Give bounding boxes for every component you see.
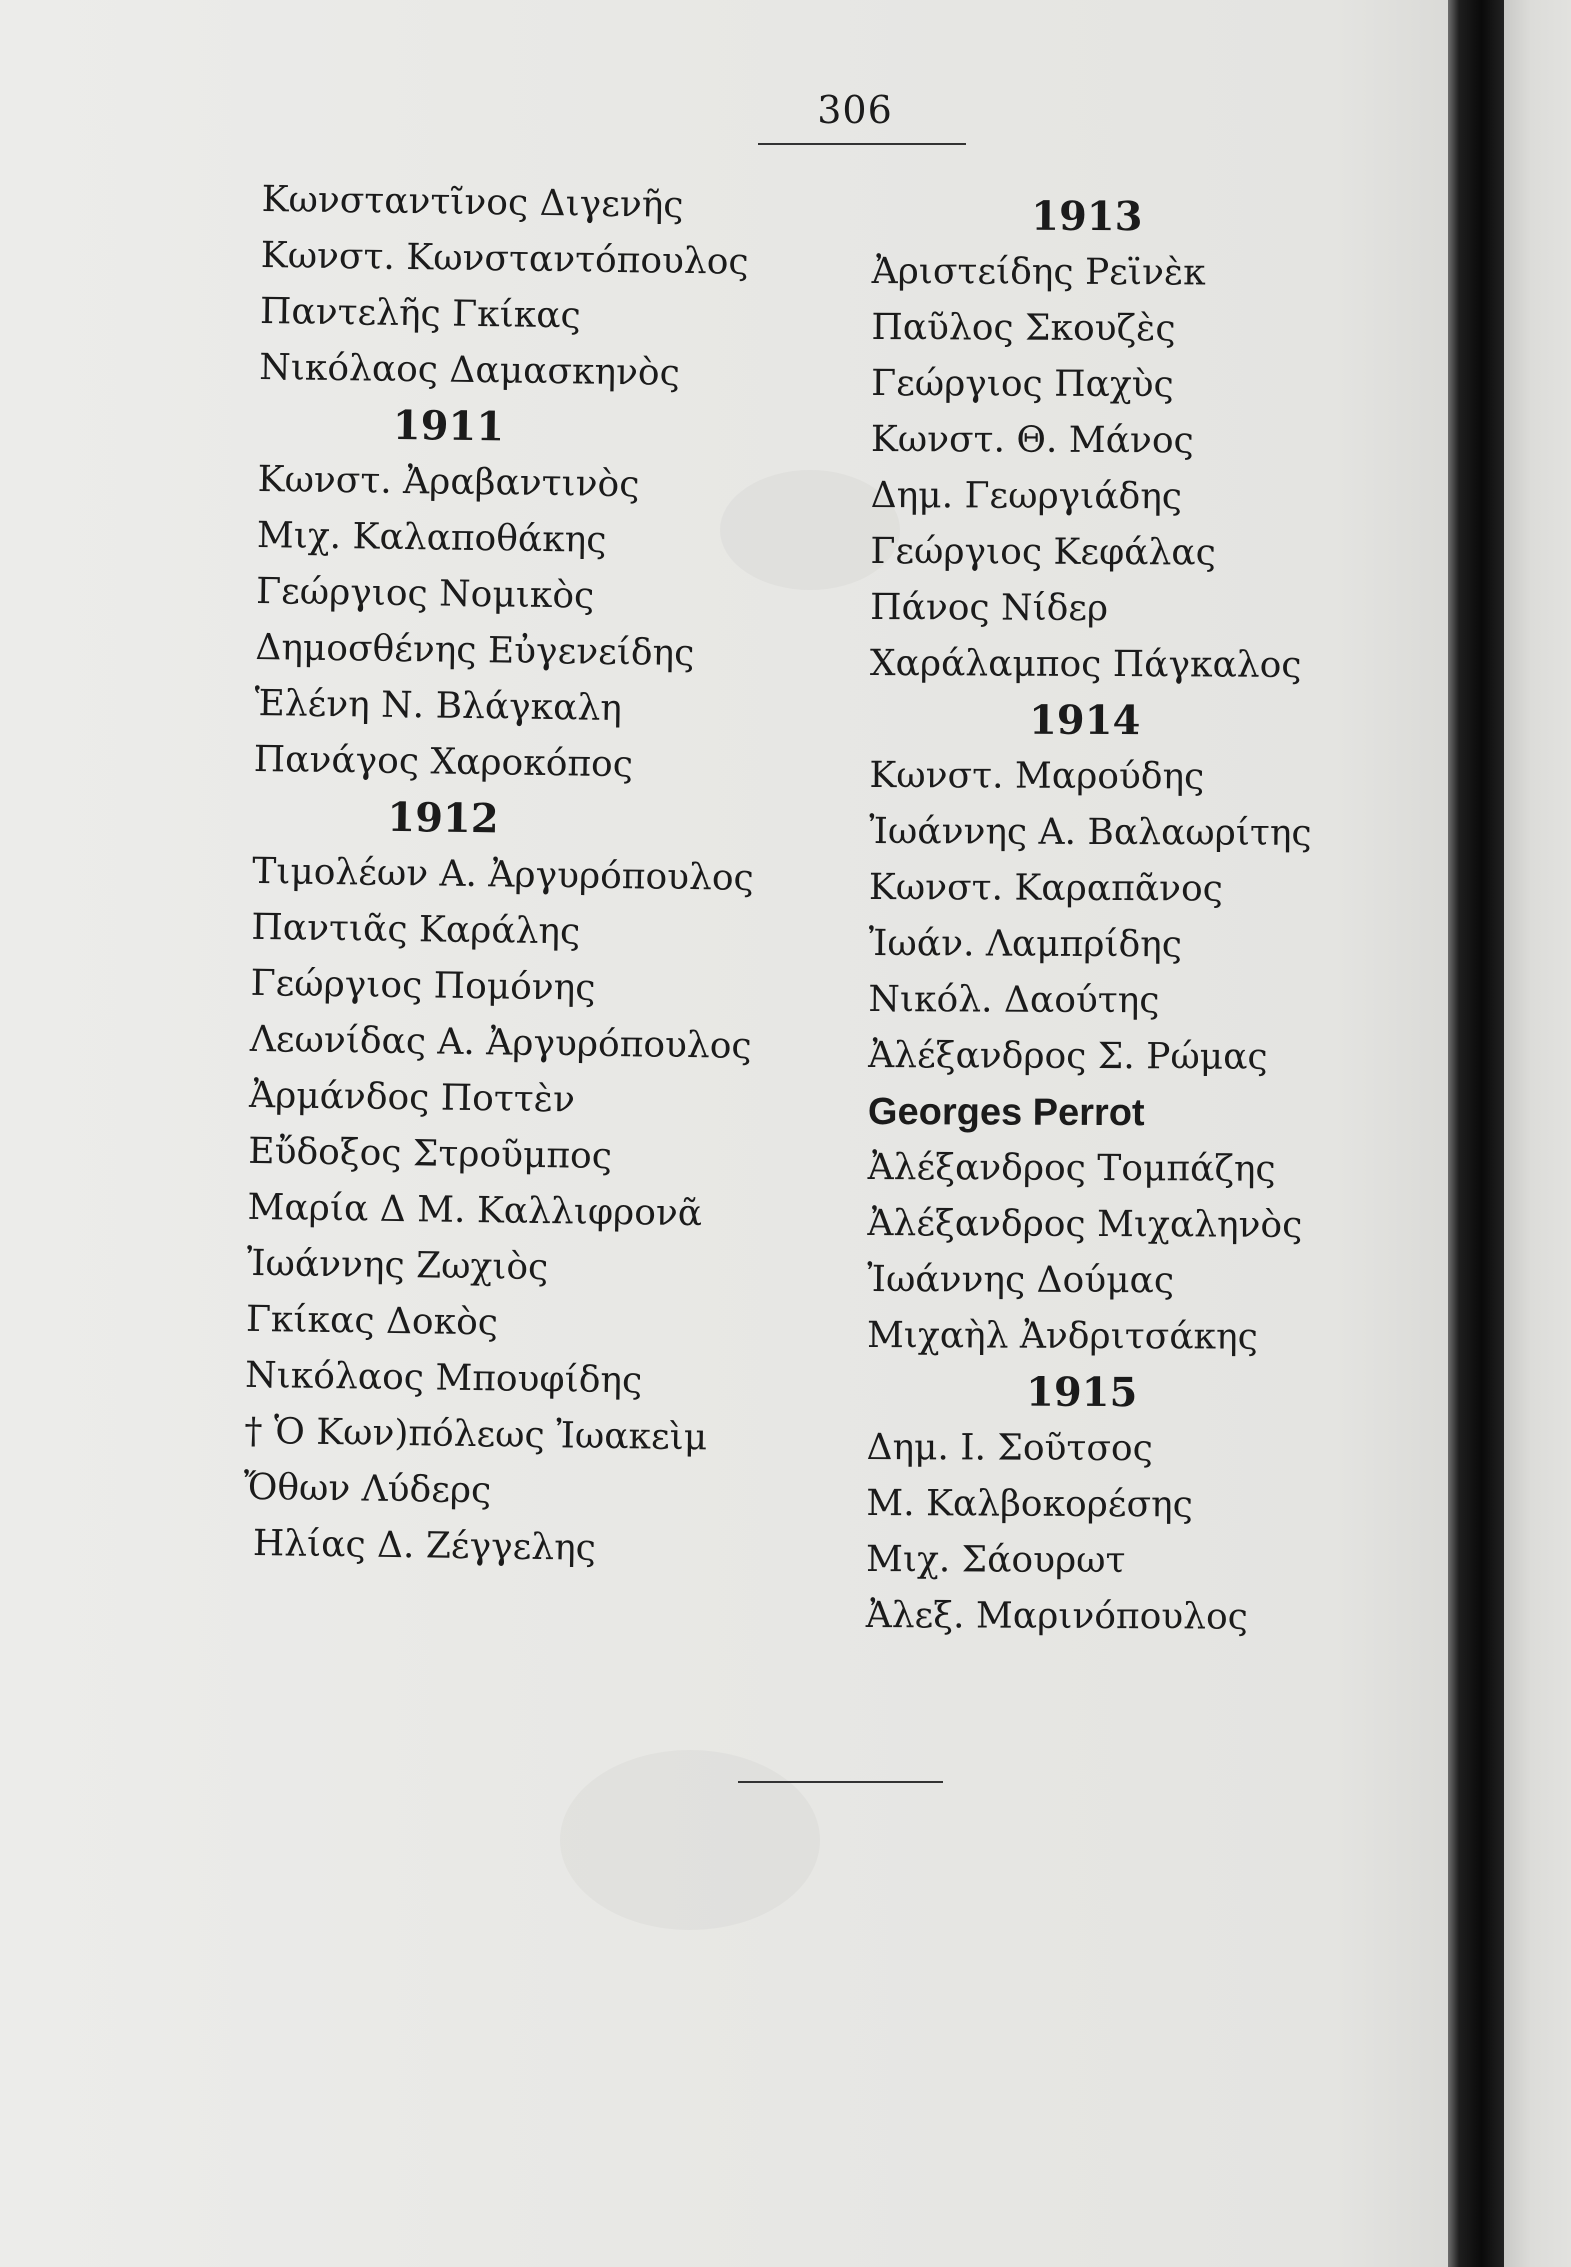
name-entry: Ἀλέξανδρος Μιχαληνὸς (867, 1202, 1303, 1246)
header-rule (758, 143, 966, 145)
name-entry: Μιχ. Καλαποθάκης (256, 514, 607, 561)
year-heading: 1914 (1028, 696, 1141, 745)
name-entry: Κωνστ. Θ. Μάνος (870, 418, 1194, 462)
name-entry: Δημοσθένης Εὐγενείδης (255, 626, 695, 675)
name-entry: Νικόλ. Δαούτης (868, 978, 1160, 1022)
name-entry: Κωνστ. Μαρούδης (869, 754, 1205, 798)
left-column-list (242, 172, 761, 1579)
name-entry: Κωνστ. Κωνσταντόπουλος (260, 234, 749, 283)
year-heading: 1915 (1025, 1368, 1138, 1417)
name-entry: Ἰωάννης Α. Βαλαωρίτης (869, 810, 1312, 854)
year-heading: 1911 (392, 401, 505, 451)
name-entry: Ἰωάννης Ζωχιὸς (246, 1242, 549, 1289)
name-entry: † Ὁ Κων)πόλεως Ἰωακεὶμ (244, 1410, 708, 1459)
name-entry: Μιχ. Σάουρωτ (865, 1538, 1126, 1582)
name-entry: Ἀλεξ. Μαρινόπουλος (865, 1594, 1248, 1638)
paper-stain (560, 1750, 820, 1930)
name-entry: Παντιᾶς Καράλης (251, 906, 581, 953)
name-entry: Δημ. Ι. Σοῦτσος (866, 1426, 1153, 1470)
name-entry: Χαράλαμπος Πάγκαλος (869, 642, 1302, 686)
name-entry: Κωνστ. Καραπᾶνος (868, 866, 1223, 910)
name-entry: Τιμολέων Α. Ἀργυρόπουλος (251, 850, 754, 899)
name-entry: Γεώργιος Κεφάλας (870, 530, 1216, 574)
name-entry: Παῦλος Σκουζὲς (871, 306, 1176, 350)
name-entry: Ἰωάν. Λαμπρίδης (868, 922, 1183, 966)
right-column-list (866, 188, 1392, 1646)
name-entry: Γεώργιος Πομόνης (250, 962, 596, 1009)
end-rule (738, 1781, 943, 1783)
name-entry: Κωνσταντῖνος Διγενῆς (261, 178, 684, 226)
name-entry: Γεώργιος Παχὺς (871, 362, 1174, 406)
name-entry: Μαρία Δ Μ. Καλλιφρονᾶ (247, 1186, 703, 1235)
page-number: 306 (817, 88, 893, 132)
name-entry: Georges Perrot (867, 1090, 1145, 1135)
name-entry: Γκίκας Δοκὸς (245, 1298, 499, 1344)
name-entry: Μιχαὴλ Ἀνδριτσάκης (866, 1314, 1258, 1358)
name-entry: Δημ. Γεωργιάδης (870, 474, 1183, 518)
name-entry: Ἀλέξανδρος Σ. Ρώμας (868, 1034, 1268, 1078)
name-entry: Ἀλέξανδρος Τομπάζης (867, 1146, 1276, 1190)
name-entry: Ἀριστείδης Ρεϊνὲκ (871, 250, 1206, 294)
year-heading: 1913 (1031, 192, 1143, 241)
facing-page-edge (1504, 0, 1571, 2267)
year-heading: 1912 (387, 793, 499, 843)
name-entry: Εὔδοξος Στροῦμπος (248, 1130, 613, 1177)
name-entry: Πανάγος Χαροκόπος (253, 738, 634, 786)
name-entry: Ἀρμάνδος Ποττὲν (248, 1074, 576, 1121)
name-entry: Μ. Καλβοκορέσης (866, 1482, 1193, 1526)
name-entry: Ἑλένη Ν. Βλάγκαλη (254, 682, 623, 730)
name-entry: Νικόλαος Μπουφίδης (244, 1354, 643, 1402)
name-entry: Ὄθων Λύδερς (243, 1466, 492, 1512)
name-entry: Λεωνίδας Α. Ἀργυρόπουλος (249, 1018, 752, 1067)
name-entry: Νικόλαος Δαμασκηνὸς (258, 346, 681, 394)
name-entry: Πάνος Νίδερ (870, 586, 1109, 630)
name-entry: Κωνστ. Ἀραβαντινὸς (257, 458, 640, 506)
name-entry: Ἰωάννης Δούμας (867, 1258, 1175, 1302)
name-entry: Ηλίας Δ. Ζέγγελης (252, 1523, 597, 1569)
name-entry: Γεώργιος Νομικὸς (255, 570, 595, 617)
book-spine-shadow (1448, 0, 1504, 2267)
name-entry: Παντελῆς Γκίκας (259, 290, 582, 337)
